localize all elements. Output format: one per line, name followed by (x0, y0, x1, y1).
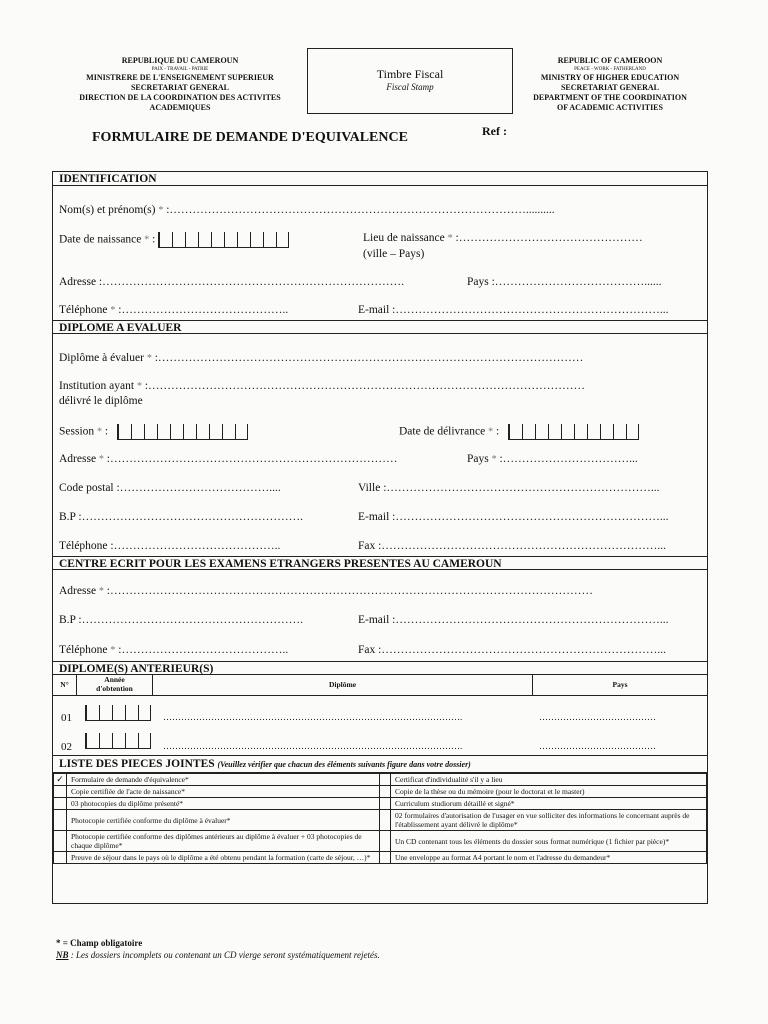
department-en-2: OF ACADEMIC ACTIVITIES (557, 103, 663, 112)
country-name-fr: REPUBLIQUE DU CAMEROUN (121, 56, 239, 65)
mandatory-legend: * = Champ obligatoire (56, 938, 143, 948)
attachment-left-5: Photocopie certifiée conforme des diplômes antérieurs au diplôme à évaluer + 03 photocopies de chaque diplôme* (67, 831, 380, 852)
country-field[interactable]: Pays :…………………………………...... (467, 276, 662, 288)
checkbox-6[interactable] (380, 798, 391, 810)
diploma-bp-field[interactable]: B.P :…………………………………………………. (59, 511, 303, 523)
birth-place-field[interactable]: Lieu de naissance * :………………………………………… (363, 232, 643, 244)
department-en-1: DEPARTMENT OF THE COORDINATION (533, 93, 687, 102)
attachment-right-1: Certificat d'individualité s'il y a lieu (391, 774, 707, 786)
motto-fr: PAIX - TRAVAIL - PATRIE (151, 67, 209, 72)
centre-fax-field[interactable]: Fax :………………………………………………………………... (358, 644, 666, 656)
ref-label: Ref : (482, 124, 507, 138)
checkbox-5[interactable] (54, 798, 67, 810)
institution-label-2: délivré le diplôme (59, 395, 143, 407)
row2-country-field[interactable]: ………………………………… (539, 741, 656, 751)
attachment-row (54, 786, 707, 798)
attachment-left-2: Copie certifiée de l'acte de naissance* (67, 786, 380, 798)
attachment-left-1: Formulaire de demande d'équivalence* (67, 774, 380, 786)
section-diplome: DIPLOME A EVALUER (53, 320, 707, 334)
row2-diploma-field[interactable]: ………………………………………………………………………………………. (163, 741, 463, 751)
checkbox-12[interactable] (380, 852, 391, 864)
row1-country-field[interactable]: ………………………………… (539, 712, 656, 722)
header-right (515, 56, 705, 113)
centre-email-field[interactable]: E-mail :……………………………………………………………... (358, 614, 669, 626)
country-name-en: REPUBLIC OF CAMEROON (557, 56, 663, 65)
attachment-left-4: Photocopie certifiée conforme du diplôme à évaluer* (67, 810, 380, 831)
city-field[interactable]: Ville :……………………………………………………………... (358, 482, 660, 494)
row2-year-boxes[interactable] (85, 733, 151, 749)
secretariat-fr: SECRETARIAT GENERAL (130, 83, 230, 92)
birth-place-hint: (ville – Pays) (363, 248, 425, 260)
address-field[interactable]: Adresse :……………………………………………………………………. (59, 276, 404, 288)
checkbox-9[interactable] (54, 831, 67, 852)
centre-bp-field[interactable]: B.P :…………………………………………………. (59, 614, 303, 626)
section-identification: IDENTIFICATION (53, 172, 707, 186)
col-year: Année d'obtention (77, 675, 153, 695)
previous-diplomas-header (53, 675, 707, 696)
col-diploma: Diplôme (153, 675, 533, 695)
birth-date-field[interactable]: Date de naissance * : (59, 232, 289, 248)
attachment-row (54, 852, 707, 864)
name-field[interactable]: Nom(s) et prénom(s) * :………………………………………………………………………………….......... (59, 204, 555, 216)
header-left (60, 56, 300, 113)
attachment-right-4: 02 formulaires d'autorisation de l'usager en vue solliciter des informations le concernant auprès de l'établissement ayant délivré le diplôme* (391, 810, 707, 831)
attachment-row (54, 810, 707, 831)
row1-diploma-field[interactable]: ………………………………………………………………………………………. (163, 712, 463, 722)
section-anterieurs: DIPLOME(S) ANTERIEUR(S) (53, 661, 707, 675)
centre-address-field[interactable]: Adresse * :……………………………………………………………………………………………………………… (59, 585, 593, 597)
col-number: N° (53, 675, 77, 695)
checkbox-4[interactable] (380, 786, 391, 798)
section-pieces: LISTE DES PIECES JOINTES (Veuillez vérifier que chacun des éléments suivants figure dans votre dossier) (53, 755, 707, 773)
delivery-date-field[interactable]: Date de délivrance * : (399, 424, 639, 440)
attachment-right-2: Copie de la thèse ou du mémoire (pour le doctorat et le master) (391, 786, 707, 798)
email-field[interactable]: E-mail :……………………………………………………………... (358, 304, 669, 316)
attachment-left-3: 03 photocopies du diplôme présenté* (67, 798, 380, 810)
checkbox-2[interactable] (380, 774, 391, 786)
row1-year-boxes[interactable] (85, 705, 151, 721)
direction-fr-1: DIRECTION DE LA COORDINATION DES ACTIVITES (79, 93, 281, 102)
diploma-email-field[interactable]: E-mail :……………………………………………………………... (358, 511, 669, 523)
postal-code-field[interactable]: Code postal :………………………………….... (59, 482, 281, 494)
attachment-row (54, 831, 707, 852)
ministry-en: MINISTRY OF HIGHER EDUCATION (540, 73, 680, 82)
attachment-row (54, 798, 707, 810)
ministry-fr: MINISTRERE DE L'ENSEIGNEMENT SUPERIEUR (86, 73, 274, 82)
centre-phone-field[interactable]: Téléphone * :…………………………………….. (59, 644, 289, 656)
checkbox-3[interactable] (54, 786, 67, 798)
stamp-label-en: Fiscal Stamp (386, 82, 434, 92)
attachment-right-5: Un CD contenant tous les éléments du dossier sous format numérique (1 fichier par pièce)* (391, 831, 707, 852)
diploma-country-field[interactable]: Pays * :……………………………... (467, 453, 638, 465)
fiscal-stamp-box (307, 48, 513, 114)
row-number-01: 01 (61, 712, 72, 724)
stamp-label-fr: Timbre Fiscal (376, 67, 444, 81)
row-number-02: 02 (61, 741, 72, 753)
application-form (52, 171, 708, 904)
direction-fr-2: ACADEMIQUES (149, 103, 211, 112)
attachment-left-6: Preuve de séjour dans le pays où le diplôme a été obtenu pendant la formation (carte de séjour, …)* (67, 852, 380, 864)
footer-note: NB : Les dossiers incomplets ou contenant un CD vierge seront systématiquement rejetés. (56, 950, 380, 960)
attachment-row (54, 774, 707, 786)
diploma-fax-field[interactable]: Fax :………………………………………………………………... (358, 540, 666, 552)
diploma-phone-field[interactable]: Téléphone :…………………………………….. (59, 540, 281, 552)
checkbox-11[interactable] (54, 852, 67, 864)
session-field[interactable]: Session * : (59, 424, 248, 440)
birth-date-boxes[interactable] (158, 232, 289, 248)
checkbox-10[interactable] (380, 831, 391, 852)
institution-field[interactable]: Institution ayant * :…………………………………………………………………………………………………… (59, 380, 586, 392)
checkbox-7[interactable] (54, 810, 67, 831)
session-boxes[interactable] (117, 424, 248, 440)
form-title: FORMULAIRE DE DEMANDE D'EQUIVALENCE (92, 130, 408, 145)
delivery-date-boxes[interactable] (508, 424, 639, 440)
checkbox-1[interactable]: ✓ (54, 774, 67, 786)
section-centre: CENTRE ECRIT POUR LES EXAMENS ETRANGERS PRESENTES AU CAMEROUN (53, 556, 707, 570)
attachments-table (53, 773, 707, 864)
attachment-right-6: Une enveloppe au format A4 portant le nom et l'adresse du demandeur* (391, 852, 707, 864)
diploma-field[interactable]: Diplôme à évaluer * :………………………………………………………………………………………………… (59, 352, 584, 364)
checkbox-8[interactable] (380, 810, 391, 831)
secretariat-en: SECRETARIAT GENERAL (560, 83, 660, 92)
motto-en: PEACE - WORK - FATHERLAND (574, 67, 646, 72)
col-country: Pays (612, 680, 628, 689)
phone-field[interactable]: Téléphone * :…………………………………….. (59, 304, 289, 316)
attachment-right-3: Curriculum studiorum détaillé et signé* (391, 798, 707, 810)
diploma-address-field[interactable]: Adresse * :………………………………………………………………… (59, 453, 398, 465)
